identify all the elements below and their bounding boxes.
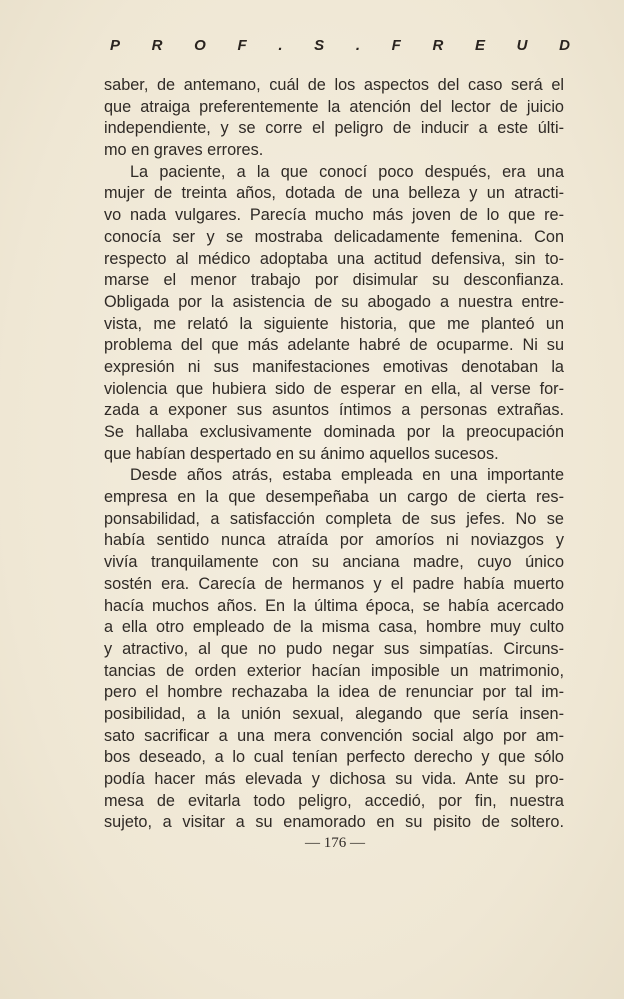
text-line: sostén era. Carecía de hermanos y el padre había muerto xyxy=(104,574,564,593)
text-line: independiente, y se corre el peligro de inducir a este últi- xyxy=(104,119,564,138)
header-letter: O xyxy=(194,37,206,54)
header-letter: U xyxy=(516,37,528,54)
text-line: vo nada vulgares. Parecía mucho más joven de lo que re- xyxy=(104,206,564,225)
text-line: zada a exponer sus asuntos íntimos a personas extrañas. xyxy=(104,401,564,420)
text-line: violencia que hubiera sido de esperar en ella, al verse for- xyxy=(104,379,564,398)
text-line: conocía ser y se mostraba delicadamente femenina. Con xyxy=(104,227,564,246)
text-line: pero el hombre rechazaba la idea de renunciar por tal im- xyxy=(104,683,564,702)
text-line: mo en graves errores. xyxy=(104,141,264,160)
text-line: mesa de evitarla todo peligro, accedió, por fin, nuestra xyxy=(104,791,564,810)
text-line: posibilidad, a la unión sexual, alegando que sería insen- xyxy=(104,704,564,723)
text-line: a ella otro empleado de la misma casa, hombre muy culto xyxy=(104,618,564,637)
header-letter: R xyxy=(151,37,163,54)
text-line: bos deseado, a lo cual tenían perfecto derecho y que sólo xyxy=(104,748,564,767)
text-line: tancias de orden exterior hacían imposible un matrimonio, xyxy=(104,661,564,680)
text-line: hacía muchos años. En la última época, se había acercado xyxy=(104,596,564,615)
text-line: expresión ni sus manifestaciones emotivas denotaban la xyxy=(104,357,564,376)
text-line: ponsabilidad, a satisfacción completa de sus jefes. No se xyxy=(104,509,564,528)
text-line: La paciente, a la que conocí poco después, era una xyxy=(130,162,564,181)
header-letter: F xyxy=(391,37,401,54)
text-line: vista, me relató la siguiente historia, que me planteó un xyxy=(104,314,564,333)
text-line: vivía tranquilamente con su anciana madre, cuyo único xyxy=(104,553,564,572)
header-letter: F xyxy=(237,37,247,54)
header-letter: E xyxy=(474,37,485,54)
header-letter: S xyxy=(314,37,325,54)
text-line: Desde años atrás, estaba empleada en una importante xyxy=(130,466,564,485)
header-letter: D xyxy=(559,37,570,54)
text-line: sato sacrificar a una mera convención social algo por am- xyxy=(104,726,564,745)
text-line: mujer de treinta años, dotada de una belleza y un atracti- xyxy=(104,184,564,203)
text-line: problema del que más adelante habré de ocuparme. Ni su xyxy=(104,336,564,355)
text-line: Obligada por la asistencia de su abogado a nuestra entre- xyxy=(104,292,564,311)
body-text xyxy=(104,75,564,834)
header-letter: . xyxy=(355,37,360,54)
text-line: saber, de antemano, cuál de los aspectos del caso será el xyxy=(104,76,564,94)
text-line: sujeto, a visitar a su enamorado en su pisito de soltero. xyxy=(104,813,564,832)
text-line: marse el menor trabajo por disimular su desconfianza. xyxy=(104,271,564,290)
page-number: — 176 — xyxy=(305,835,365,851)
text-line: podía hacer más elevada y dichosa su vida. Ante su pro- xyxy=(104,770,564,788)
header-letter: . xyxy=(278,37,283,54)
running-header xyxy=(110,37,570,54)
text-line: había sentido nunca atraída por amoríos ni noviazgos y xyxy=(104,531,564,550)
text-line: Se hallaba exclusivamente dominada por la preocupación xyxy=(104,423,564,441)
header-letter: R xyxy=(432,37,444,54)
text-line: empresa en la que desempeñaba un cargo de cierta res- xyxy=(104,488,564,507)
text-line: respecto al médico adoptaba una actitud defensiva, sin to- xyxy=(104,249,564,268)
text-line: y atractivo, al que no pudo negar sus simpatías. Circuns- xyxy=(104,639,564,658)
text-line: que atraiga preferentemente la atención del lector de juicio xyxy=(104,97,564,116)
header-letter: P xyxy=(110,37,121,54)
text-line: que habían despertado en su ánimo aquellos sucesos. xyxy=(104,444,499,463)
